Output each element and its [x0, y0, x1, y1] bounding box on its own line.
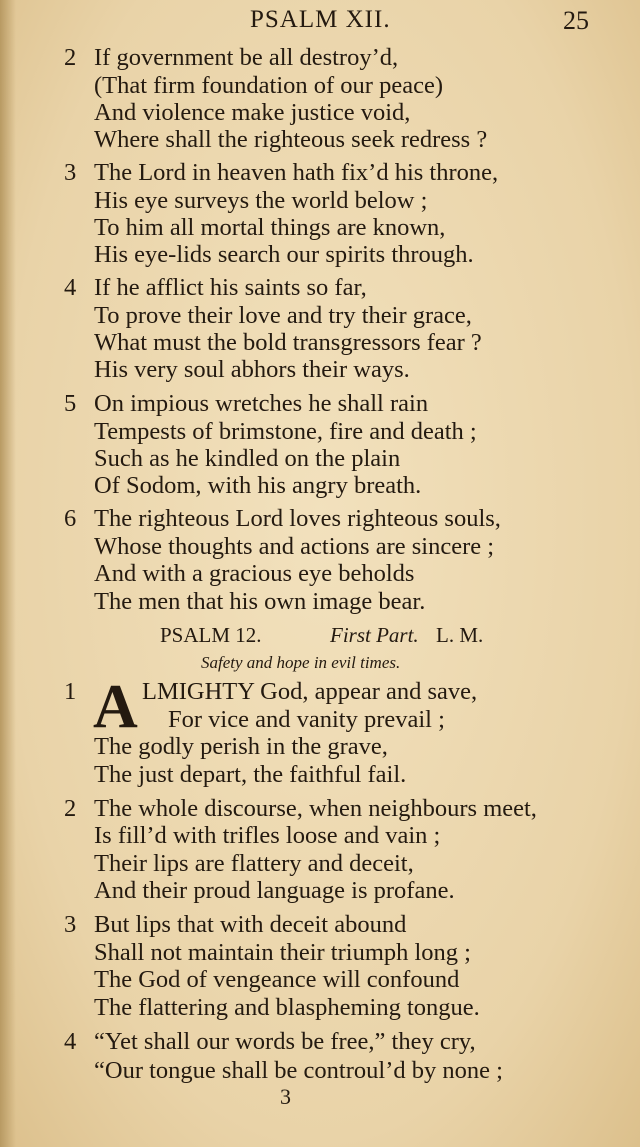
drop-cap: A	[93, 673, 138, 741]
verse-text: The God of vengeance will confound	[94, 966, 460, 993]
verse-number: 2	[64, 795, 77, 822]
verse-line	[0, 274, 640, 302]
verse-text: The flattering and blaspheming tongue.	[94, 994, 480, 1021]
verse-text: “Yet shall our words be free,” they cry,	[94, 1028, 476, 1055]
verse-text: If he afflict his saints so far,	[94, 274, 367, 301]
verse-text: The Lord in heaven hath fix’d his throne,	[94, 159, 499, 186]
verse-line	[0, 187, 640, 215]
verse-number: 4	[64, 1028, 77, 1055]
verse-text: And violence make justice void,	[94, 99, 411, 126]
verse-line	[0, 850, 640, 878]
verse-line	[0, 1057, 640, 1085]
verse-text: The righteous Lord loves righteous souls,	[94, 505, 501, 532]
verse-text: And with a gracious eye beholds	[94, 560, 415, 587]
verse-line	[0, 560, 640, 588]
verse-text: If government be all destroy’d,	[94, 44, 399, 71]
verse-text: And their proud language is profane.	[94, 877, 455, 904]
hymn-meter: L. M.	[436, 623, 484, 647]
hymn-heading	[0, 622, 640, 648]
verse-line	[0, 99, 640, 127]
verse-line	[0, 761, 640, 789]
verse-text: Where shall the righteous seek redress ?	[94, 126, 488, 153]
verse-text: The men that his own image bear.	[94, 588, 426, 615]
verse-line	[0, 939, 640, 967]
verse-line	[0, 994, 640, 1022]
verse-text: His very soul abhors their ways.	[94, 356, 410, 383]
verse-text: To prove their love and try their grace,	[94, 302, 472, 329]
verse-line	[0, 795, 640, 823]
verse-number: 2	[64, 44, 77, 71]
verse-line	[0, 159, 640, 187]
verse-number: 3	[64, 159, 77, 186]
hymn-subtitle: Safety and hope in evil times.	[201, 653, 401, 672]
verse-line	[0, 822, 640, 850]
verse-line	[0, 44, 640, 72]
hymn-part: First Part.	[330, 623, 419, 647]
running-title: PSALM XII.	[250, 6, 391, 33]
running-head	[0, 6, 640, 38]
verse-number: 4	[64, 274, 77, 301]
verse-number: 3	[64, 911, 77, 938]
verse-line	[0, 588, 640, 616]
verse-line	[0, 302, 640, 330]
verse-text: Is fill’d with trifles loose and vain ;	[94, 822, 441, 849]
verse-text: But lips that with deceit abound	[94, 911, 407, 938]
verse-text: The godly perish in the grave,	[94, 733, 388, 760]
verse-text: The whole discourse, when neighbours meet,	[94, 795, 537, 822]
verse-line	[0, 445, 640, 473]
verse-line	[0, 72, 640, 100]
verse-text: Tempests of brimstone, fire and death ;	[94, 418, 477, 445]
hymn-psalm-number: PSALM 12.	[160, 623, 262, 647]
verse-text: To him all mortal things are known,	[94, 214, 446, 241]
verse-number: 1	[64, 678, 77, 705]
verse-text: On impious wretches he shall rain	[94, 390, 429, 417]
verse-line	[0, 1028, 640, 1056]
verse-line	[0, 126, 640, 154]
verse-text: Such as he kindled on the plain	[94, 445, 401, 472]
verse-line	[0, 329, 640, 357]
verse-line	[0, 241, 640, 269]
verse-line	[0, 966, 640, 994]
verse-text: For vice and vanity prevail ;	[168, 706, 445, 733]
verse-line	[0, 214, 640, 242]
verse-text: Shall not maintain their triumph long ;	[94, 939, 471, 966]
verse-line	[0, 472, 640, 500]
verse-text: Their lips are flattery and deceit,	[94, 850, 414, 877]
verse-text: (That firm foundation of our peace)	[94, 72, 443, 99]
verse-line	[0, 706, 640, 734]
verse-text: Whose thoughts and actions are sincere ;	[94, 533, 495, 560]
verse-text: Of Sodom, with his angry breath.	[94, 472, 422, 499]
verse-number: 6	[64, 505, 77, 532]
verse-text: His eye-lids search our spirits through.	[94, 241, 474, 268]
verse-text: What must the bold transgressors fear ?	[94, 329, 482, 356]
verse-text: His eye surveys the world below ;	[94, 187, 428, 214]
verse-line	[0, 418, 640, 446]
verse-line	[0, 505, 640, 533]
verse-line	[0, 356, 640, 384]
page-number: 25	[563, 6, 589, 35]
verse-text: “Our tongue shall be controul’d by none ;	[94, 1057, 503, 1084]
signature-mark: 3	[280, 1084, 291, 1109]
verse-line	[0, 733, 640, 761]
verse-line	[0, 911, 640, 939]
verse-text: The just depart, the faithful fail.	[94, 761, 407, 788]
verse-number: 5	[64, 390, 77, 417]
verse-line	[0, 390, 640, 418]
verse-line	[0, 533, 640, 561]
verse-text: LMIGHTY God, appear and save,	[142, 678, 478, 705]
verse-line	[0, 877, 640, 905]
